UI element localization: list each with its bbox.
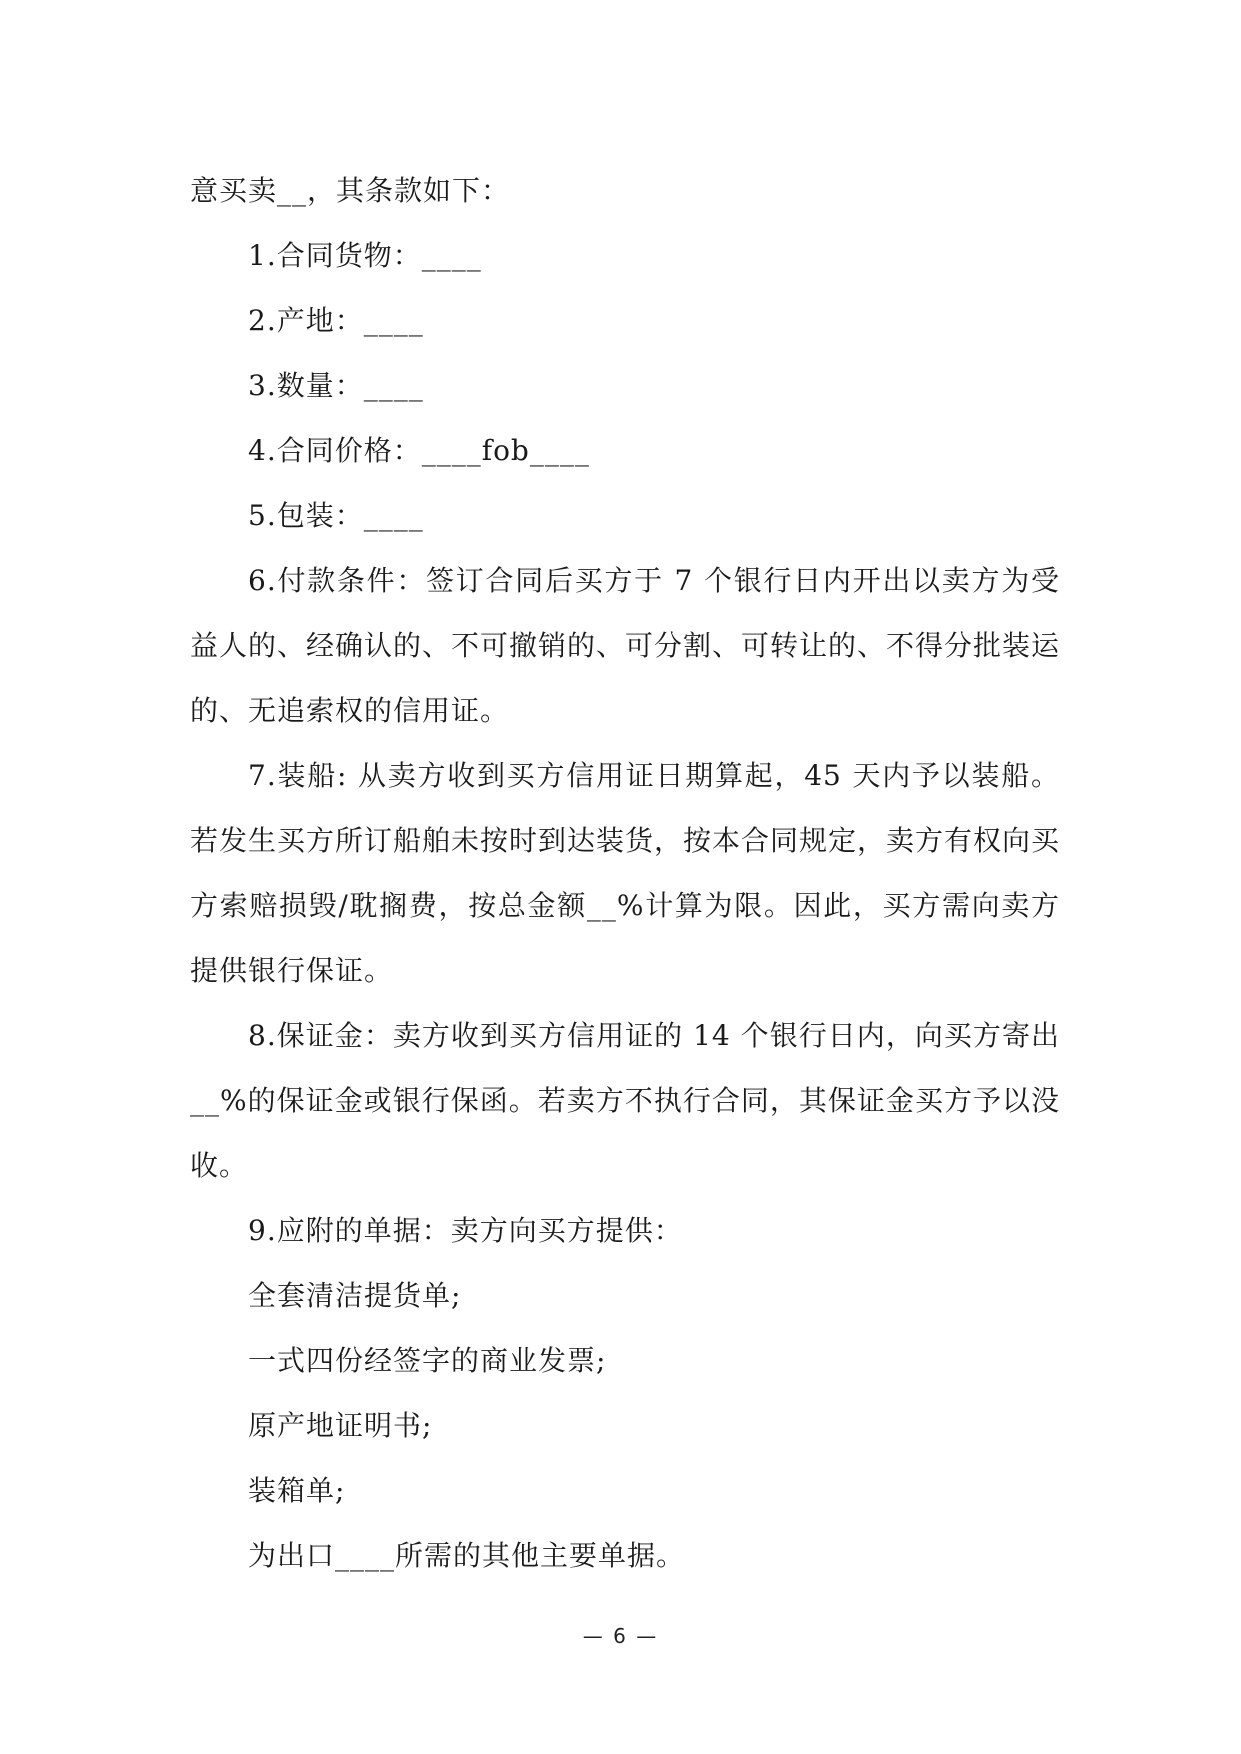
clause-documents: 9.应附的单据：卖方向买方提供： [248,1214,683,1247]
document-item-certificate-of-origin: 原产地证明书; [248,1409,433,1442]
clause-payment: 6.付款条件：签订合同后买方于 7 个银行日内开出以卖方为受益人的、经确认的、不可撤销的、可分割、可转让的、不得分批装运的、无追索权的信用证。 [190,564,1061,727]
page-number: — 6 — [582,1624,659,1648]
document-item-commercial-invoice: 一式四份经签字的商业发票; [248,1344,607,1377]
clause-packing: 5.包装：____ [248,499,424,532]
clause-deposit: 8.保证金：卖方收到买方信用证的 14 个银行日内，向买方寄出__%的保证金或银行保函。若卖方不执行合同，其保证金买方予以没收。 [190,1019,1060,1182]
clause-origin: 2.产地：____ [248,304,424,337]
document-item-packing-list: 装箱单; [248,1474,346,1507]
clause-price: 4.合同价格：____fob____ [248,434,590,467]
clause-goods: 1.合同货物：____ [248,239,482,272]
paragraph-intro: 意买卖__，其条款如下： [190,174,511,207]
document-item-other: 为出口____所需的其他主要单据。 [248,1539,686,1572]
document-item-bill-of-lading: 全套清洁提货单; [248,1279,462,1312]
clause-quantity: 3.数量：____ [248,369,424,402]
clause-shipment: 7.装船: 从卖方收到买方信用证日期算起，45 天内予以装船。若发生买方所订船舶未按时到达装货，按本合同规定，卖方有权向买方索赔损毁/耽搁费，按总金额__%计算为限。因此，买方需向卖方提供银行保证。 [190,759,1061,987]
contract-body [190,158,1060,1588]
